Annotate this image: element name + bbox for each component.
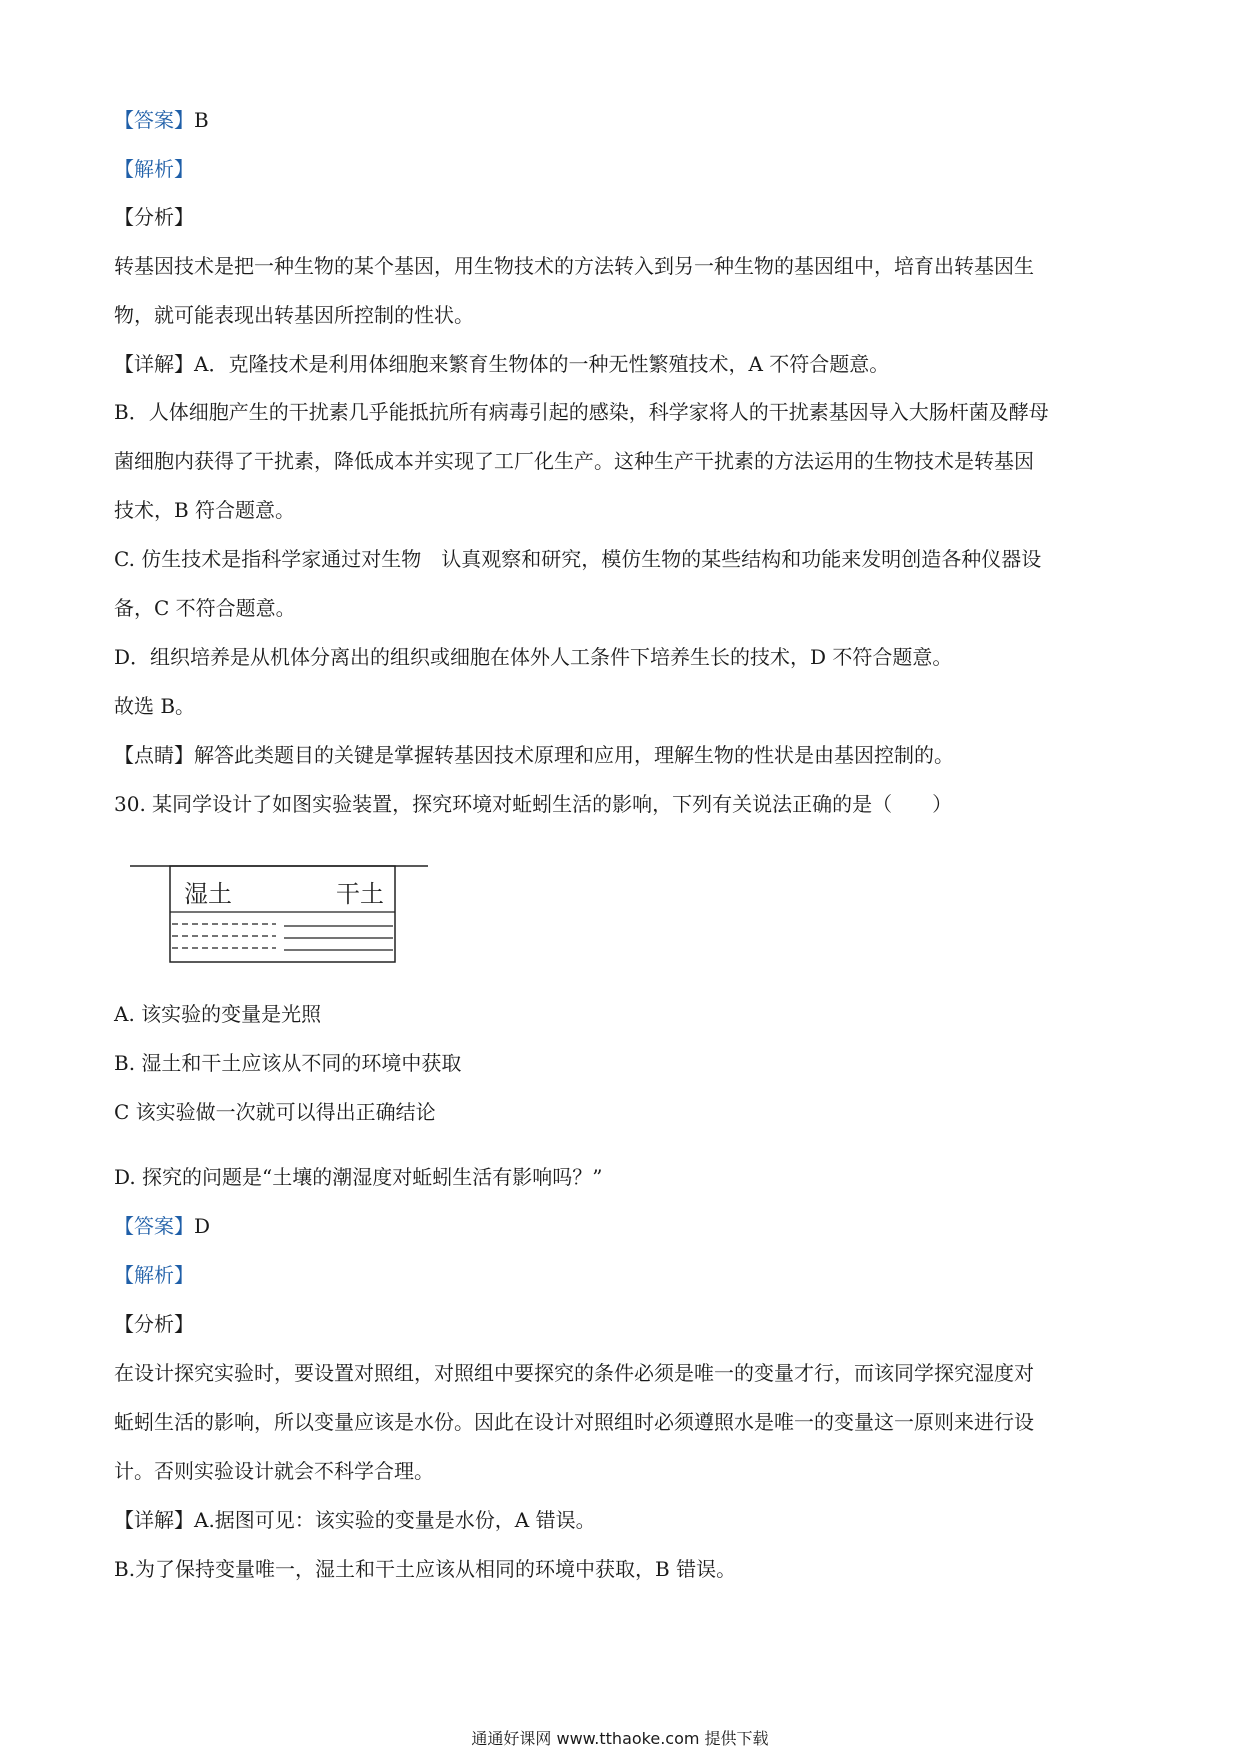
text-line	[114, 203, 194, 231]
line-text: B．人体细胞产生的干扰素几乎能抵抗所有病毒引起的感染，科学家将人的干扰素基因导入大肠杆菌及酵母	[114, 400, 1049, 424]
text-line	[114, 350, 889, 378]
text-line	[114, 447, 1034, 475]
text-line	[114, 1098, 436, 1126]
line-text: 转基因技术是把一种生物的某个基因，用生物技术的方法转入到另一种生物的基因组中，培育出转基因生	[114, 254, 1034, 278]
line-text: 解答此类题目的关键是掌握转基因技术原理和应用，理解生物的性状是由基因控制的。	[194, 743, 954, 767]
text-line	[114, 252, 1034, 280]
text-line	[114, 1163, 603, 1191]
section-bracket-label: 【详解】	[114, 352, 194, 376]
line-text: 蚯蚓生活的影响，所以变量应该是水份。因此在设计对照组时必须遵照水是唯一的变量这一原则来进行设	[114, 1410, 1034, 1434]
line-text: 菌细胞内获得了干扰素，降低成本并实现了工厂化生产。这种生产干扰素的方法运用的生物技术是转基因	[114, 449, 1034, 473]
line-text: B	[194, 108, 209, 132]
dry-soil-lines	[284, 926, 393, 950]
section-bracket-label: 【解析】	[114, 1263, 194, 1287]
text-line	[114, 1457, 434, 1485]
line-text: 物，就可能表现出转基因所控制的性状。	[114, 303, 474, 327]
line-text: B. 湿土和干土应该从不同的环境中获取	[114, 1051, 462, 1075]
text-line	[114, 692, 195, 720]
line-text: D. 探究的问题是“土壤的潮湿度对蚯蚓生活有影响吗？”	[114, 1165, 603, 1189]
footer-text: 通通好课网 www.tthaoke.com 提供下载	[471, 1729, 769, 1748]
line-text: 备，C 不符合题意。	[114, 596, 296, 620]
line-text: A.据图可见：该实验的变量是水份，A 错误。	[194, 1508, 596, 1532]
section-bracket-label: 【解析】	[114, 157, 194, 181]
section-bracket-label: 【分析】	[114, 1312, 194, 1336]
text-line	[114, 741, 954, 769]
text-line	[114, 1359, 1034, 1387]
line-text: C. 仿生技术是指科学家通过对生物 认真观察和研究，模仿生物的某些结构和功能来发明创造各种仪器设	[114, 547, 1042, 571]
wet-soil-label: 湿土	[184, 880, 232, 908]
line-text: D．组织培养是从机体分离出的组织或细胞在体外人工条件下培养生长的技术，D 不符合题意。	[114, 645, 953, 669]
text-line	[114, 643, 952, 671]
text-line	[114, 155, 194, 183]
section-bracket-label: 【详解】	[114, 1508, 194, 1532]
text-line	[114, 301, 474, 329]
page-footer	[0, 1728, 1240, 1750]
section-bracket-label: 【答案】	[114, 108, 194, 132]
line-text: B.为了保持变量唯一，湿土和干土应该从相同的环境中获取，B 错误。	[114, 1557, 737, 1581]
text-line	[114, 1000, 321, 1028]
text-line	[114, 106, 209, 134]
text-line	[114, 1408, 1034, 1436]
dry-soil-label: 干土	[336, 880, 384, 908]
line-text: 技术，B 符合题意。	[114, 498, 296, 522]
text-line	[114, 1555, 736, 1583]
text-line	[114, 790, 952, 818]
line-text: 计。否则实验设计就会不科学合理。	[114, 1459, 434, 1483]
text-line	[114, 1212, 210, 1240]
text-line	[114, 1310, 194, 1338]
text-line	[114, 496, 295, 524]
line-text: A．克隆技术是利用体细胞来繁育生物体的一种无性繁殖技术，A 不符合题意。	[194, 352, 890, 376]
experiment-diagram	[130, 864, 430, 964]
line-text: A. 该实验的变量是光照	[114, 1002, 322, 1026]
section-bracket-label: 【答案】	[114, 1214, 194, 1238]
line-text: D	[194, 1214, 211, 1238]
text-line	[114, 1506, 596, 1534]
line-text: 在设计探究实验时，要设置对照组，对照组中要探究的条件必须是唯一的变量才行，而该同学探究湿度对	[114, 1361, 1034, 1385]
text-line	[114, 1261, 194, 1289]
text-line	[114, 1049, 461, 1077]
text-line	[114, 545, 1041, 573]
section-bracket-label: 【点睛】	[114, 743, 194, 767]
line-text: 30. 某同学设计了如图实验装置，探究环境对蚯蚓生活的影响，下列有关说法正确的是（ ）	[114, 792, 953, 816]
text-line	[114, 398, 1049, 426]
line-text: 故选 B。	[114, 694, 196, 718]
section-bracket-label: 【分析】	[114, 205, 194, 229]
line-text: C 该实验做一次就可以得出正确结论	[114, 1100, 436, 1124]
text-line	[114, 594, 296, 622]
wet-soil-dashes	[172, 924, 276, 948]
